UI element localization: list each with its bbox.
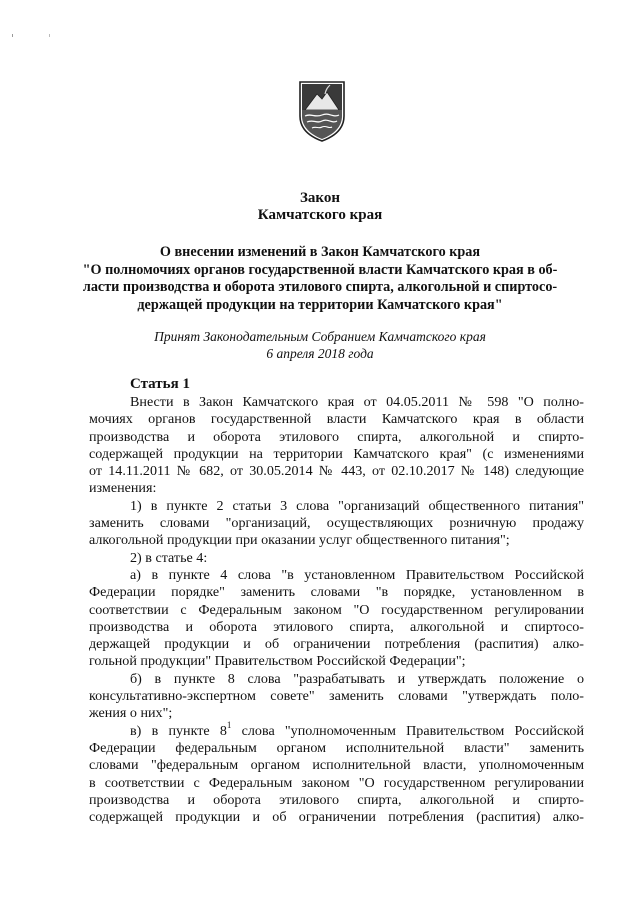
- body-text: в) в пункте 8: [130, 722, 227, 739]
- article-body: [89, 394, 584, 826]
- body-text: слова "уполномоченным Правительством Российской: [231, 722, 585, 739]
- body-line: [89, 719, 585, 740]
- body-line: в соответствии с Федеральным законом "О государственном регулировании: [89, 774, 584, 791]
- subject-line: "О полномочиях органов государственной власти Камчатского края в об-: [82, 261, 558, 278]
- body-line: алкогольной продукции при оказании услуг общественного питания";: [89, 532, 510, 549]
- body-line: изменения:: [89, 480, 157, 497]
- body-line: мочиях органов государственной власти Камчатского края в области: [89, 411, 584, 428]
- body-line: а) в пункте 4 слова "в установленном Правительством Российской: [130, 566, 584, 583]
- body-line: гольной продукции" Правительством Российской Федерации";: [89, 653, 466, 670]
- body-line: жения о них";: [89, 705, 173, 722]
- subject-line: держащей продукции на территории Камчатского края": [137, 296, 503, 313]
- body-line: содержащей продукции на территории Камчатского края" (с изменениями: [89, 445, 584, 462]
- body-line: Федерации федеральным органом исполнительной власти" заменить: [89, 739, 584, 756]
- body-line: словами "федеральным органом исполнительной власти, уполномоченным: [89, 757, 584, 774]
- scan-mark: [49, 34, 50, 37]
- body-line: консультативно-экспертном совете" заменить словами "утверждать поло-: [89, 688, 584, 705]
- law-subject: [0, 244, 640, 314]
- body-line: Внести в Закон Камчатского края от 04.05.2011 № 598 "О полно-: [130, 394, 584, 410]
- body-line: содержащей продукции и об ограничении потребления (распития) алко-: [89, 809, 584, 826]
- adoption-line: 6 апреля 2018 года: [266, 346, 374, 361]
- body-line: 1) в пункте 2 статьи 3 слова "организаций общественного питания": [130, 497, 584, 514]
- body-line: заменить словами "организаций, осуществляющих розничную продажу: [89, 515, 584, 532]
- law-region: Камчатского края: [257, 207, 383, 223]
- kamchatka-coat-of-arms-icon: [297, 80, 347, 142]
- law-title: Закон: [299, 190, 340, 206]
- body-line: б) в пункте 8 слова "разрабатывать и утверждать положение о: [130, 670, 584, 687]
- body-line: производства и оборота этилового спирта, алкогольной и спиртосо-: [89, 618, 584, 635]
- body-line: от 14.11.2011 № 682, от 30.05.2014 № 443, от 02.10.2017 № 148) следующие: [89, 463, 584, 480]
- adoption-line: Принят Законодательным Собранием Камчатского края: [154, 329, 486, 344]
- body-line: Федерации порядке" заменить словами "в порядке, установленном в: [89, 584, 584, 601]
- body-line: производства и оборота этилового спирта, алкогольной и спирто-: [89, 428, 584, 445]
- body-line: держащей продукции и об ограничении потребления (распития) алко-: [89, 636, 584, 653]
- subject-line: ласти производства и оборота этилового спирта, алкогольной и спиртосо-: [82, 279, 558, 295]
- body-line: соответствии с Федеральным законом "О государственном регулировании: [89, 601, 584, 618]
- superscript-number: 1: [226, 719, 232, 730]
- body-line: 2) в статье 4:: [130, 549, 208, 566]
- body-line: производства и оборота этилового спирта, алкогольной и спирто-: [89, 791, 584, 808]
- article-heading: Статья 1: [130, 376, 190, 392]
- scan-mark: [12, 34, 13, 37]
- adoption-note: [0, 328, 640, 362]
- subject-line: О внесении изменений в Закон Камчатского края: [159, 244, 481, 260]
